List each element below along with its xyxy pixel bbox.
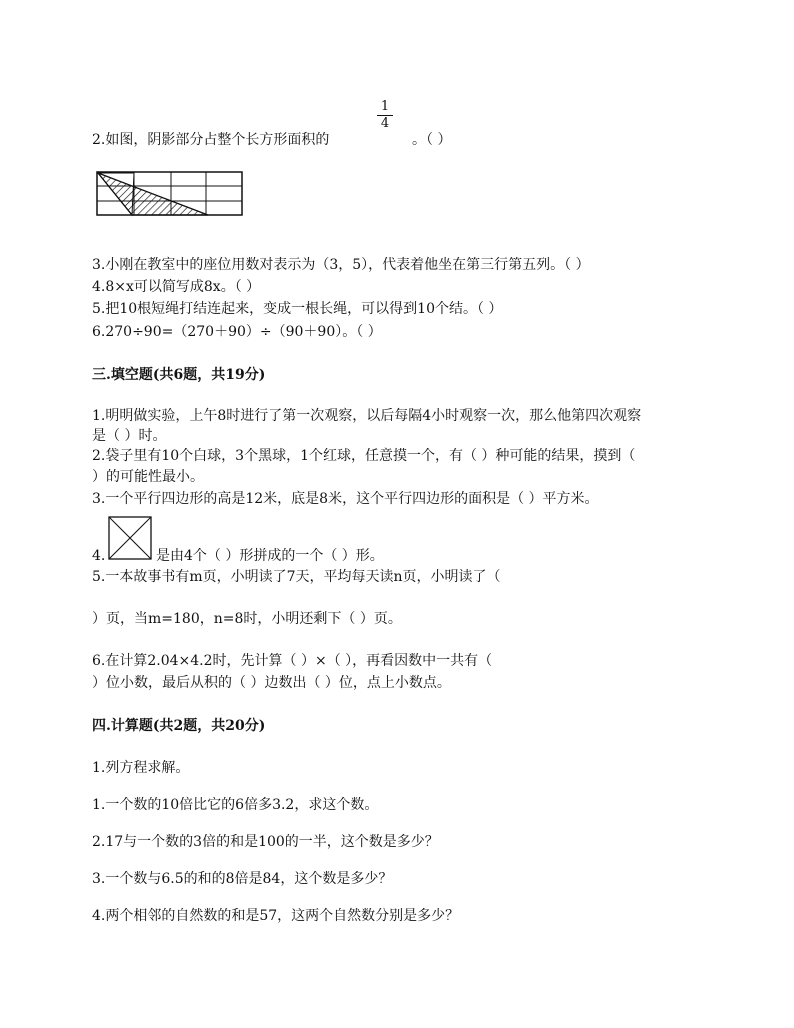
fill-q5-line1: 5.一本故事书有m页，小明读了7天，平均每天读n页，小明读了（ [92,569,501,585]
fill-q6-line1: 6.在计算2.04×4.2时，先计算（ ）×（ ），再看因数中一共有（ [92,653,493,669]
shaded-rectangle-figure [96,171,244,217]
judge-q2-text: 2.如图，阴影部分占整个长方形面积的 [92,132,330,148]
judge-q5: 5.把10根短绳打结连起来，变成一根长绳，可以得到10个结。（ ） [92,301,503,317]
fill-q1-line1: 1.明明做实验，上午8时进行了第一次观察，以后每隔4小时观察一次，那么他第四次观察 [92,408,642,424]
fill-q2-line2: ）的可能性最小。 [92,469,204,485]
calc-item-3: 3.一个数与6.5的和的8倍是84，这个数是多少？ [92,871,393,887]
square-with-diagonals-figure [108,516,152,560]
fill-q4-prefix: 4. [92,548,106,564]
fill-q1-line2: 是（ ）时。 [92,428,167,444]
judge-q4: 4.8×x可以简写成8x。（ ） [92,279,261,295]
calc-intro: 1.列方程求解。 [92,760,190,776]
fraction-numerator: 1 [380,99,390,114]
calc-item-2: 2.17与一个数的3倍的和是100的一半，这个数是多少？ [92,834,439,850]
fill-q2-line1: 2.袋子里有10个白球，3个黑球，1个红球，任意摸一个，有（ ）种可能的结果，摸到（ [92,448,636,464]
fill-q3: 3.一个平行四边形的高是12米，底是8米，这个平行四边形的面积是（ ）平方米。 [92,491,599,507]
fraction-denominator: 4 [380,116,390,131]
fill-q5-line2: ）页，当m=180，n=8时，小明还剩下（ ）页。 [92,611,402,627]
judge-q6: 6.270÷90=（270＋90）÷（90＋90）。（ ） [92,324,382,340]
calc-item-4: 4.两个相邻的自然数的和是57，这两个自然数分别是多少？ [92,908,460,924]
section4-heading: 四.计算题(共2题，共20分) [92,718,266,734]
fraction-one-quarter [377,100,393,131]
judge-q2-tail: 。（ ） [412,132,452,148]
fill-q6-line2: ）位小数，最后从积的（ ）边数出（ ）位，点上小数点。 [92,675,451,691]
fill-q4-text: 是由4个（ ）形拼成的一个（ ）形。 [156,548,384,564]
calc-item-1: 1.一个数的10倍比它的6倍多3.2，求这个数。 [92,797,379,813]
judge-q3: 3.小刚在教室中的座位用数对表示为（3，5），代表着他坐在第三行第五列。（ ） [92,257,590,273]
section3-heading: 三.填空题(共6题，共19分) [92,367,266,383]
